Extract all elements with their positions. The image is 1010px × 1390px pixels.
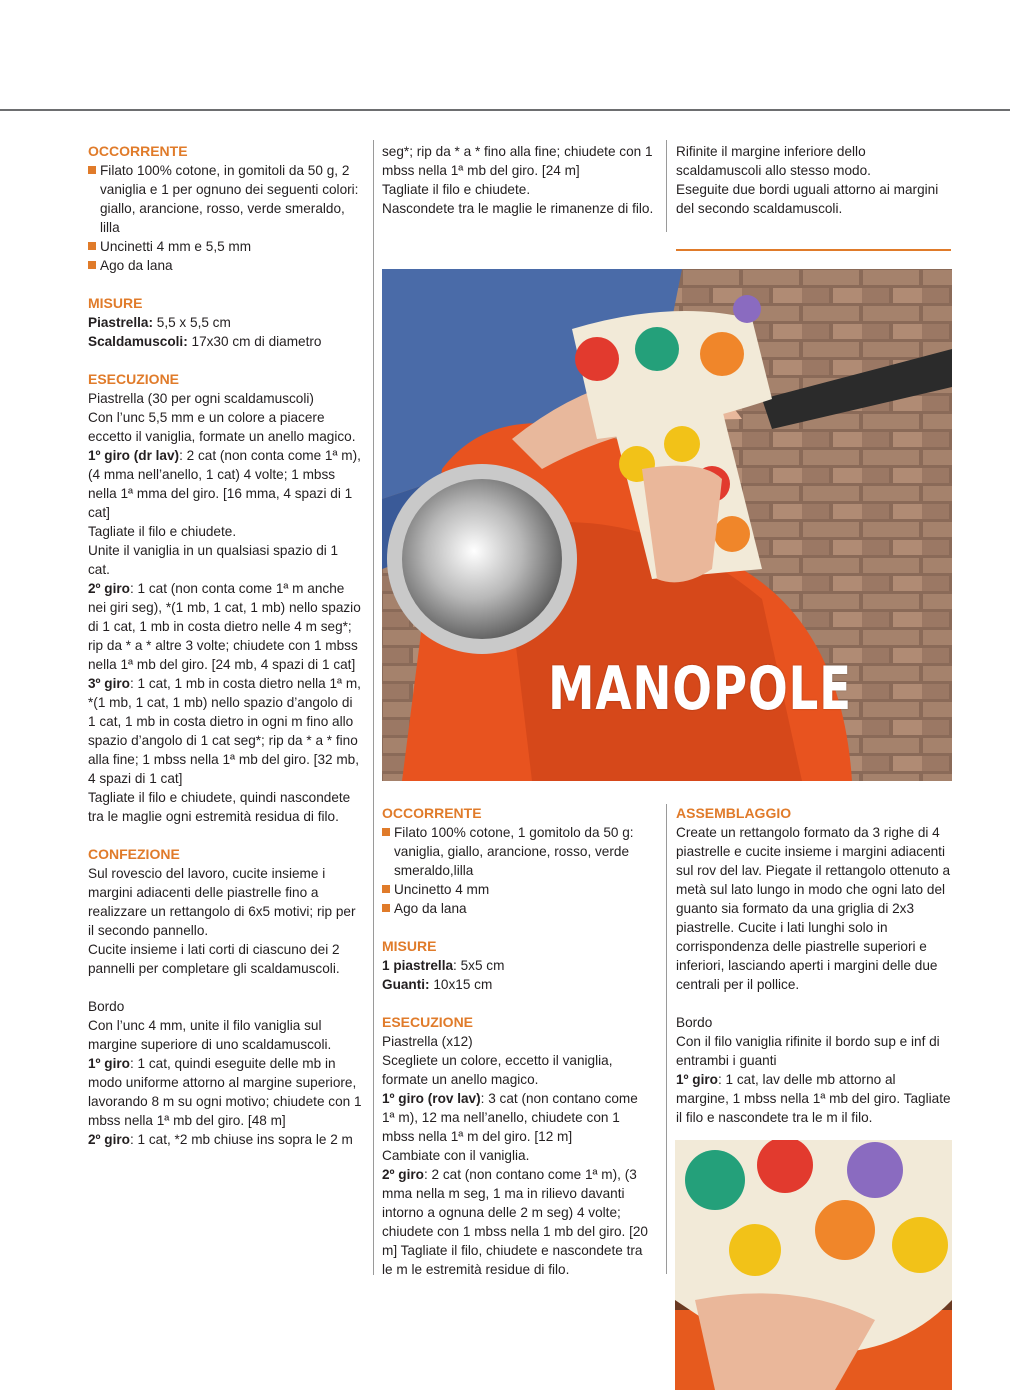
paragraph: Create un rettangolo formato da 3 righe di 4 piastrelle e cucite insieme i margini adiacenti sul rov del lav. Piegate il rettangolo ottenuto a metà sul lato lungo in modo che ogni lato del guanto sia formato da una griglia di 2x3 piastrelle. Cucite i lati lunghi solo in corrispondenza delle piastrelle superiori e inferiori, lasciando aperti i margini delle due centrali per il pollice.: [676, 825, 951, 992]
list-text: Ago da lana: [100, 258, 173, 273]
column-divider: [666, 804, 667, 1274]
round-instruction: [88, 674, 363, 788]
paragraph: Unite il vaniglia in un qualsiasi spazio di 1 cat.: [88, 543, 339, 577]
round-label: 2º giro: [382, 1167, 424, 1182]
round-text: : 1 cat, 1 mb in costa dietro nella 1ª m, *(1 mb, 1 cat, 1 mb) nello spazio d’angolo di 1 cat, 1 mb in costa dietro in ogni m fino allo spazio d’angolo di 1 cat seg*; rip da * a * fino alla fine; 1 mbss nella 1ª mb del giro. [32 mb, 4 spazi di 1 cat]: [88, 676, 361, 786]
round-text: : 2 cat (non contano come 1ª m), (3 mma nella m seg, 1 ma in rilievo davanti intorno a ognuna delle 2 m seg) 4 volte; chiudete con 1 mbss nella 1 mb del giro. [20 m] Tagliate il filo, chiudete e nascondete tra le m le estremità residue di filo.: [382, 1167, 648, 1277]
round-text: : 1 cat, *2 mb chiuse ins sopra le 2 m: [129, 1132, 353, 1147]
measure-line: [382, 975, 654, 994]
list-item: [382, 880, 654, 899]
subheading-bordo: Bordo: [88, 999, 125, 1014]
round-label: 2º giro: [88, 581, 130, 596]
paragraph: Nascondete tra le maglie le rimanenze di filo.: [382, 201, 654, 216]
heading-assemblaggio: ASSEMBLAGGIO: [676, 805, 792, 821]
column-divider: [666, 140, 667, 232]
bullet-square-icon: [88, 261, 96, 269]
heading-confezione: CONFEZIONE: [88, 846, 180, 862]
heading-esecuzione: ESECUZIONE: [88, 371, 180, 387]
paragraph: Con l’unc 5,5 mm e un colore a piacere eccetto il vaniglia, formate un anello magico.: [88, 410, 356, 444]
round-instruction: [88, 579, 363, 674]
round-instruction: [88, 1054, 363, 1130]
round-text: : 3 cat (non contano come 1ª m), 12 ma nell’anello, chiudete con 1 mbss nella 1ª m del giro. [12 m]: [382, 1091, 638, 1144]
column-right-bottom: [676, 804, 951, 1127]
paragraph: Sul rovescio del lavoro, cucite insieme i margini adiacenti delle piastrelle fino a realizzare un rettangolo di 6x5 motivi; rip per il secondo pannello.: [88, 866, 356, 938]
list-item: [382, 823, 654, 880]
column-divider: [373, 140, 374, 1275]
list-text: Uncinetto 4 mm: [394, 882, 490, 897]
measure-label: Piastrella:: [88, 315, 153, 330]
list-item: [88, 237, 363, 256]
paragraph: Scegliete un colore, eccetto il vaniglia, formate un anello magico.: [382, 1053, 613, 1087]
paragraph: Cucite insieme i lati corti di ciascuno dei 2 pannelli per completare gli scaldamuscoli.: [88, 942, 340, 976]
bullet-square-icon: [382, 885, 390, 893]
column-right-top: [676, 142, 951, 218]
bullet-square-icon: [88, 242, 96, 250]
main-photo: [382, 269, 952, 781]
subheading-bordo: Bordo: [676, 1015, 713, 1030]
list-item: [88, 256, 363, 275]
measure-line: [88, 313, 363, 332]
column-middle-top: [382, 142, 654, 218]
measure-value: 10x15 cm: [429, 977, 493, 992]
round-instruction: [88, 1130, 363, 1149]
heading-misure: MISURE: [88, 295, 143, 311]
measure-label: 1 piastrella: [382, 958, 454, 973]
paragraph: Piastrella (30 per ogni scaldamuscoli): [88, 391, 314, 406]
paragraph: Con l’unc 4 mm, unite il filo vaniglia sul margine superiore di uno scaldamuscoli.: [88, 1018, 332, 1052]
list-item: [88, 161, 363, 237]
list-text: Ago da lana: [394, 901, 467, 916]
top-rule: [0, 109, 1010, 111]
column-middle-bottom: [382, 804, 654, 1279]
round-label: 1º giro (dr lav): [88, 448, 180, 463]
round-label: 1º giro: [88, 1056, 130, 1071]
paragraph: Tagliate il filo e chiudete, quindi nascondete tra le maglie ogni estremità residua di filo.: [88, 790, 351, 824]
list-text: Filato 100% cotone, in gomitoli da 50 g, 2 vaniglia e 1 per ognuno dei seguenti colori: giallo, arancione, rosso, verde smeraldo, lilla: [100, 163, 359, 235]
paragraph: Con il filo vaniglia rifinite il bordo sup e inf di entrambi i guanti: [676, 1034, 940, 1068]
paragraph: seg*; rip da * a * fino alla fine; chiudete con 1 mbss nella 1ª mb del giro. [24 m]: [382, 144, 653, 178]
secondary-photo: [675, 1140, 952, 1390]
round-instruction: [382, 1089, 654, 1146]
round-text: : 2 cat (non conta come 1ª m), (4 mma nell’anello, 1 cat) 4 volte; 1 mbss nella 1ª mma del giro. [16 mma, 4 spazi di 1 cat]: [88, 448, 361, 520]
column-left: [88, 142, 363, 1149]
measure-line: [382, 956, 654, 975]
list-text: Filato 100% cotone, 1 gomitolo da 50 g: vaniglia, giallo, arancione, rosso, verde smeraldo,lilla: [394, 825, 634, 878]
list-text: Uncinetti 4 mm e 5,5 mm: [100, 239, 252, 254]
round-text: : 1 cat (non conta come 1ª m anche nei giri seg), *(1 mb, 1 cat, 1 mb) nello spazio di 1 cat, 1 mb in costa dietro nelle 4 m seg*; rip da * a * altre 3 volte; chiudete con 1 mbss nella 1ª mb del giro. [24 mb, 4 spazi di 1 cat]: [88, 581, 361, 672]
heading-occorrente: OCCORRENTE: [382, 805, 482, 821]
round-label: 1º giro (rov lav): [382, 1091, 481, 1106]
paragraph: Eseguite due bordi uguali attorno ai margini del secondo scaldamuscoli.: [676, 182, 939, 216]
measure-value: 5,5 x 5,5 cm: [152, 315, 231, 330]
paragraph: Tagliate il filo e chiudete.: [88, 524, 237, 539]
round-label: 1º giro: [676, 1072, 718, 1087]
list-item: [382, 899, 654, 918]
paragraph: Rifinite il margine inferiore dello scaldamuscoli allo stesso modo.: [676, 144, 871, 178]
round-text: : 1 cat, quindi eseguite delle mb in modo uniforme attorno al margine superiore, lavorando 8 m su ogni motivo; chiudete con 1 mbss nella 1ª mb del giro. [48 m]: [88, 1056, 362, 1128]
round-instruction: [88, 446, 363, 522]
paragraph: Cambiate con il vaniglia.: [382, 1148, 530, 1163]
paragraph: Tagliate il filo e chiudete.: [382, 182, 531, 197]
measure-label: Guanti:: [382, 977, 430, 992]
article-title: MANOPOLE: [548, 654, 852, 724]
orange-rule: [676, 249, 951, 251]
measure-label: Scaldamuscoli:: [88, 334, 188, 349]
bullet-square-icon: [88, 166, 96, 174]
measure-value: 17x30 cm di diametro: [187, 334, 322, 349]
heading-occorrente: OCCORRENTE: [88, 143, 188, 159]
measure-value: : 5x5 cm: [453, 958, 505, 973]
round-text: : 1 cat, lav delle mb attorno al margine, 1 mbss nella 1ª mb del giro. Tagliate il filo e nascondete tra le m il filo.: [676, 1072, 951, 1125]
heading-esecuzione: ESECUZIONE: [382, 1014, 474, 1030]
bullet-square-icon: [382, 904, 390, 912]
round-label: 3º giro: [88, 676, 130, 691]
measure-line: [88, 332, 363, 351]
heading-misure: MISURE: [382, 938, 437, 954]
round-label: 2º giro: [88, 1132, 130, 1147]
round-instruction: [676, 1070, 951, 1127]
round-instruction: [382, 1165, 654, 1279]
bullet-square-icon: [382, 828, 390, 836]
paragraph: Piastrella (x12): [382, 1034, 473, 1049]
